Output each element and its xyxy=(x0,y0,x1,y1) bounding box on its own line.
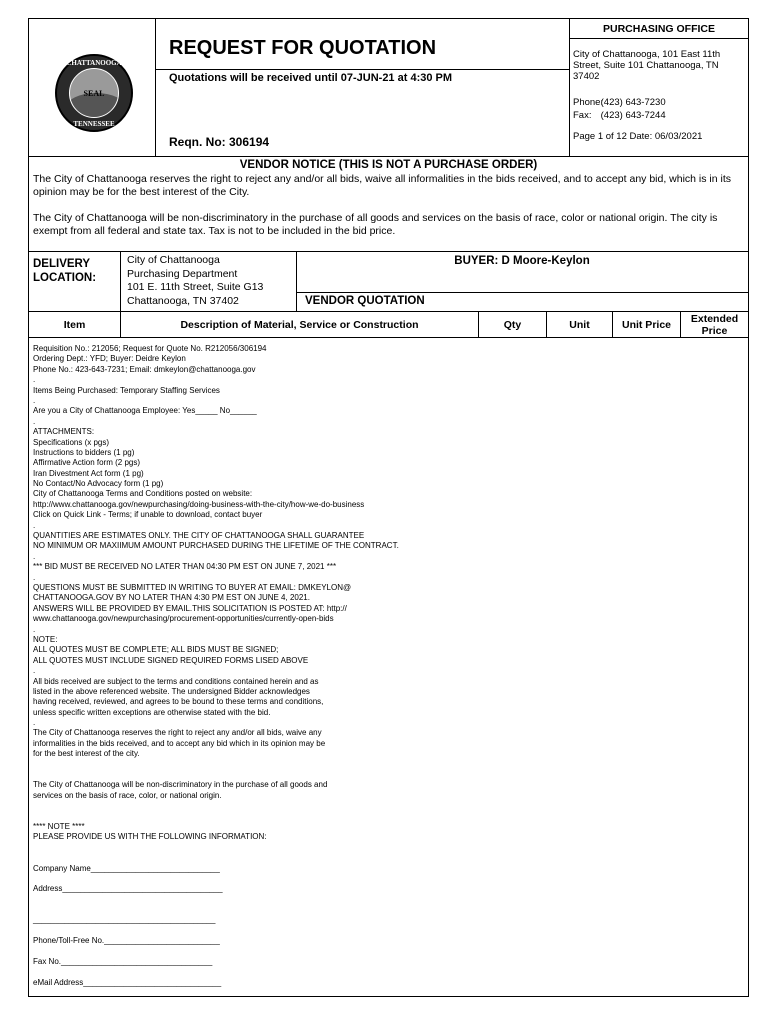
body-line: http://www.chattanooga.gov/newpurchasing/doing-business-with-the-city/how-we-do-business xyxy=(33,499,365,509)
delivery-address xyxy=(127,254,263,308)
seal-bottom-text: TENNESSEE xyxy=(73,120,115,128)
body-line: www.chattanooga.gov/newpurchasing/procurement-opportunities/currently-open-bids xyxy=(33,614,334,624)
seal-mid-text: SEAL xyxy=(83,89,105,98)
body-line xyxy=(33,853,743,863)
body-line: *** BID MUST BE RECEIVED NO LATER THAN 04:30 PM EST ON JUNE 7, 2021 *** xyxy=(33,562,337,572)
body-line: ALL QUOTES MUST BE COMPLETE; ALL BIDS MUST BE SIGNED; xyxy=(33,645,279,655)
vendor-notice-title: VENDOR NOTICE (THIS IS NOT A PURCHASE ORDER) xyxy=(239,159,538,171)
vendor-quotation-divider xyxy=(296,292,748,293)
body-line: Click on Quick Link - Terms; if unable to download, contact buyer xyxy=(33,510,263,520)
rfq-document xyxy=(28,18,749,997)
body-line: . xyxy=(33,416,36,426)
vendor-notice-paragraph-1: The City of Chattanooga reserves the right to reject any and/or all bids, waive all informalities in the bids received, and to accept any bid, which is in its opinion may be for the best interest of the City. xyxy=(33,173,732,198)
seal-cell xyxy=(29,19,156,156)
seal-landscape xyxy=(69,68,119,118)
delivery-divider-1 xyxy=(120,252,121,312)
requisition-number: Reqn. No: 306194 xyxy=(169,135,270,149)
body-line: for the best interest of the city. xyxy=(33,749,140,759)
page-info: Page 1 of 12 Date: 06/03/2021 xyxy=(573,131,703,142)
body-line: _________________________________________ xyxy=(33,915,216,925)
body-line: Items Being Purchased: Temporary Staffing Services xyxy=(33,385,220,395)
body-line xyxy=(33,874,743,884)
body-line: ALL QUOTES MUST INCLUDE SIGNED REQUIRED FORMS LISED ABOVE xyxy=(33,655,309,665)
body-line: . xyxy=(33,375,36,385)
vendor-notice xyxy=(29,156,748,251)
body-line: ANSWERS WILL BE PROVIDED BY EMAIL.THIS SOLICITATION IS POSTED AT: http:// xyxy=(33,603,347,613)
body-line xyxy=(33,843,743,853)
body-line: Affirmative Action form (2 pgs) xyxy=(33,458,140,468)
vendor-quotation-label: VENDOR QUOTATION xyxy=(305,295,425,307)
delivery-label-line-1: DELIVERY xyxy=(33,258,91,270)
city-seal-icon xyxy=(55,54,133,132)
body-line: Company Name_____________________________ xyxy=(33,863,220,873)
body-line xyxy=(33,760,743,770)
body-line xyxy=(33,926,743,936)
body-line: Phone No.: 423-643-7231; Email: dmkeylon@chattanooga.gov xyxy=(33,364,256,374)
body-line xyxy=(33,895,743,905)
body-line: No Contact/No Advocacy form (1 pg) xyxy=(33,479,164,489)
body-line: . xyxy=(33,520,36,530)
body-line: Specifications (x pgs) xyxy=(33,437,110,447)
body-line: eMail Address_______________________________ xyxy=(33,977,222,987)
body-line: having received, reviewed, and agrees to be bound to these terms and conditions, xyxy=(33,697,324,707)
body-line: . xyxy=(33,551,36,561)
body-line: . xyxy=(33,718,36,728)
body-line: . xyxy=(33,666,36,676)
body-line xyxy=(33,812,743,822)
phone-number: (423) 643-7230 xyxy=(600,97,666,108)
body-line xyxy=(33,905,743,915)
body-line: The City of Chattanooga reserves the right to reject any and/or all bids, waive any xyxy=(33,728,322,738)
body-line: Ordering Dept.: YFD; Buyer: Deidre Keylon xyxy=(33,354,186,364)
body-line: Are you a City of Chattanooga Employee: Yes_____ No______ xyxy=(33,406,257,416)
document-header xyxy=(29,19,748,156)
body-line: unless specific written exceptions are otherwise stated with the bid. xyxy=(33,707,271,717)
delivery-location-label xyxy=(33,257,118,285)
body-line: Iran Divestment Act form (1 pg) xyxy=(33,468,144,478)
body-line: services on the basis of race, color, or national origin. xyxy=(33,790,222,800)
body-line xyxy=(33,770,743,780)
purchasing-office-address: City of Chattanooga, 101 East 11th Street, Suite 101 Chattanooga, TN 37402 xyxy=(573,49,721,82)
received-until: Quotations will be received until 07-JUN-21 at 4:30 PM xyxy=(169,72,453,84)
title-cell xyxy=(156,19,570,156)
body-line: Requisition No.: 212056; Request for Quote No. R212056/306194 xyxy=(33,344,267,353)
column-unit: Unit xyxy=(546,312,612,338)
body-line: PLEASE PROVIDE US WITH THE FOLLOWING INFORMATION: xyxy=(33,832,267,842)
purchasing-office-title: PURCHASING OFFICE xyxy=(602,23,715,35)
title-divider xyxy=(156,69,569,70)
body-line xyxy=(33,947,743,957)
body-line: All bids received are subject to the terms and conditions contained herein and as xyxy=(33,676,319,686)
column-item: Item xyxy=(63,319,86,331)
purchasing-office-divider xyxy=(570,38,748,39)
body-line: **** NOTE **** xyxy=(33,821,85,831)
column-description: Description of Material, Service or Construction xyxy=(120,312,478,338)
vendor-notice-paragraph-2: The City of Chattanooga will be non-discriminatory in the purchase of all goods and services on the basis of race, color or national origin. The city is exempt from all federal and state tax. Tax is not to be included in the bid price. xyxy=(33,212,718,237)
extended-price-line-1: Extended xyxy=(690,313,739,325)
body-line: Phone/Toll-Free No.__________________________ xyxy=(33,936,220,946)
table-header xyxy=(29,311,748,338)
delivery-address-line: Chattanooga, TN 37402 xyxy=(127,294,239,307)
body-line: Address____________________________________ xyxy=(33,884,223,894)
delivery-address-line: Purchasing Department xyxy=(127,267,238,280)
body-line: Fax No.__________________________________ xyxy=(33,957,213,967)
body-line: NO MINIMUM OR MAXIIMUM AMOUNT PURCHASED DURING THE LIFETIME OF THE CONTRACT. xyxy=(33,541,399,551)
body-line: The City of Chattanooga will be non-discriminatory in the purchase of all goods and xyxy=(33,780,328,790)
body-line xyxy=(33,801,743,811)
delivery-address-line: 101 E. 11th Street, Suite G13 xyxy=(127,281,264,293)
body-line: . xyxy=(33,624,36,634)
body-line: . xyxy=(33,395,36,405)
purchasing-office-contact xyxy=(573,96,666,122)
column-extended-price xyxy=(680,312,748,338)
phone-label: Phone: xyxy=(573,97,604,108)
document-title: REQUEST FOR QUOTATION xyxy=(169,37,437,59)
delivery-address-line: City of Chattanooga xyxy=(127,254,220,266)
body-line: QUANTITIES ARE ESTIMATES ONLY. THE CITY OF CHATTANOOGA SHALL GUARANTEE xyxy=(33,531,365,541)
body-line: ATTACHMENTS: xyxy=(33,427,95,437)
body-line: CHATTANOOGA.GOV BY NO LATER THAN 4:30 PM EST ON JUNE 4, 2021. xyxy=(33,593,310,603)
delivery-row xyxy=(29,251,748,311)
delivery-label-line-2: LOCATION: xyxy=(33,272,97,284)
column-unit-price: Unit Price xyxy=(612,312,680,338)
body-line: listed in the above referenced website. The undersigned Bidder acknowledges xyxy=(33,686,310,696)
seal-top-text: CHATTANOOGA xyxy=(66,59,122,67)
body-line xyxy=(33,967,743,977)
buyer-name: BUYER: D Moore-Keylon xyxy=(454,255,590,267)
body-line: QUESTIONS MUST BE SUBMITTED IN WRITING TO BUYER AT EMAIL: DMKEYLON@ xyxy=(33,582,352,592)
fax-number: (423) 643-7244 xyxy=(600,110,666,121)
body-line: . xyxy=(33,572,36,582)
body-line: Instructions to bidders (1 pg) xyxy=(33,447,135,457)
body-line: informalities in the bids received, and to accept any bid which in its opinion may be xyxy=(33,738,326,748)
extended-price-line-2: Price xyxy=(701,325,728,337)
fax-label: Fax: xyxy=(573,110,592,121)
body-line: NOTE: xyxy=(33,634,58,644)
purchasing-office-cell xyxy=(570,19,748,156)
item-description-body xyxy=(33,344,743,988)
body-line: City of Chattanooga Terms and Conditions posted on website: xyxy=(33,489,253,499)
column-qty: Qty xyxy=(478,312,546,338)
